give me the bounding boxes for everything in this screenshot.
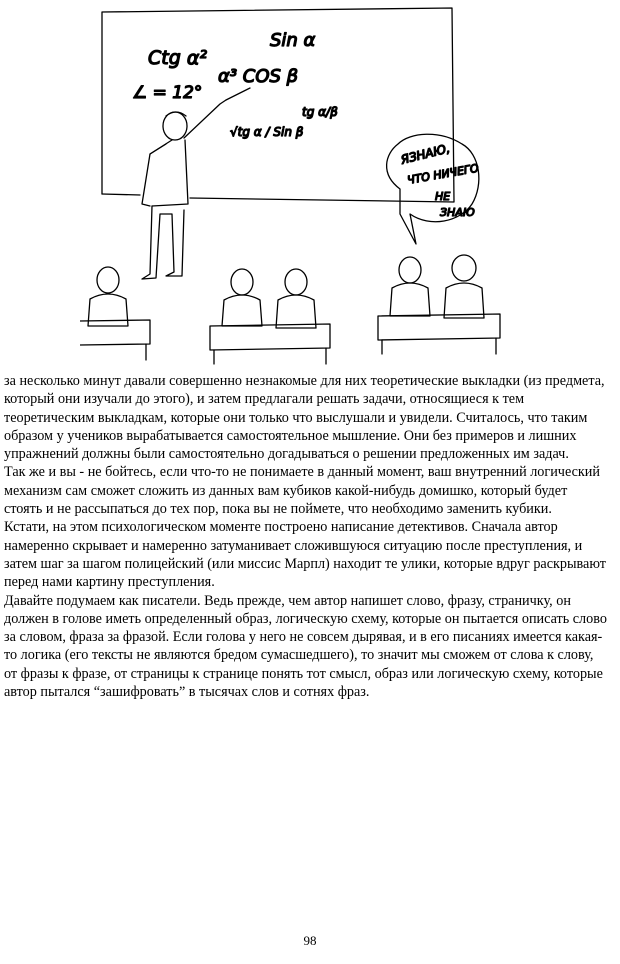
students-left (80, 267, 150, 360)
formula-ctg: Ctg α² (148, 47, 207, 69)
students-middle (210, 269, 330, 364)
bubble-line-1: ЯЗНАЮ, (399, 141, 452, 167)
paragraph-3: Кстати, на этом психологическом моменте построено написание детективов. Сначала автор намеренно скрывает и намеренно затуманивает сложившуюся ситуацию после преступления, и затем шаг за шагом полицейский (или миссис Марпл) находит те улики, которые вдруг раскрывают перед нами картину преступления. (4, 519, 606, 591)
speech-bubble (387, 134, 480, 244)
students-right (378, 255, 500, 354)
paragraph-4: Давайте подумаем как писатели. Ведь прежде, чем автор напишет слово, фразу, страничку, он должен в голове иметь определенный образ, логическую схему, которые он пытается описать слово за словом, фраза за фразой. Если голова у него не совсем дырявая, и в его писаниях имеется какая-то логика (его тексты не являются бредом сумасшедшего), то значит мы сможем от слова к слову, от фразы к фразе, от страницы к странице понять тот смысл, образ или логическую схему, которые автор пытался “зашифровать” в тысячах слов и сотнях фраз. (4, 592, 607, 701)
bubble-line-2: ЧТО НИЧЕГО (406, 161, 480, 187)
formula-root: √tg α / Sin β (230, 125, 304, 139)
classroom-illustration (80, 4, 535, 372)
formula-angle: ∠ = 12° (132, 83, 203, 103)
bubble-line-3: НЕ (435, 190, 451, 203)
formula-cos: α³ COS β (218, 66, 299, 87)
formula-tg: tg α/β (302, 105, 338, 119)
formula-sin: Sin α (270, 30, 316, 51)
bubble-line-4: ЗНАЮ (440, 206, 475, 219)
body-text (4, 372, 608, 701)
teacher-figure (142, 88, 250, 279)
page-number: 98 (303, 933, 317, 948)
paragraph-1: за несколько минут давали совершенно незнакомые для них теоретические выкладки (из предмета, который они изучали до этого), и затем предлагали решать задачи, относящиеся к тем теоретическим выкладкам, которые они только что выслушали и увидели. Считалось, что таким образом у учеников вырабатывается самостоятельное мышление. Они без примеров и лишних упражнений должны были самостоятельно догадываться о решении предложенных им задач. (4, 373, 605, 463)
paragraph-2: Так же и вы - не бойтесь, если что-то не понимаете в данный момент, ваш внутренний логический механизм сам сможет сложить из данных вам кубиков какой-нибудь домишко, который будет стоять и не рассыпаться до тех пор, пока вы не поймете, что необходимо заменить кубики. (4, 464, 600, 518)
